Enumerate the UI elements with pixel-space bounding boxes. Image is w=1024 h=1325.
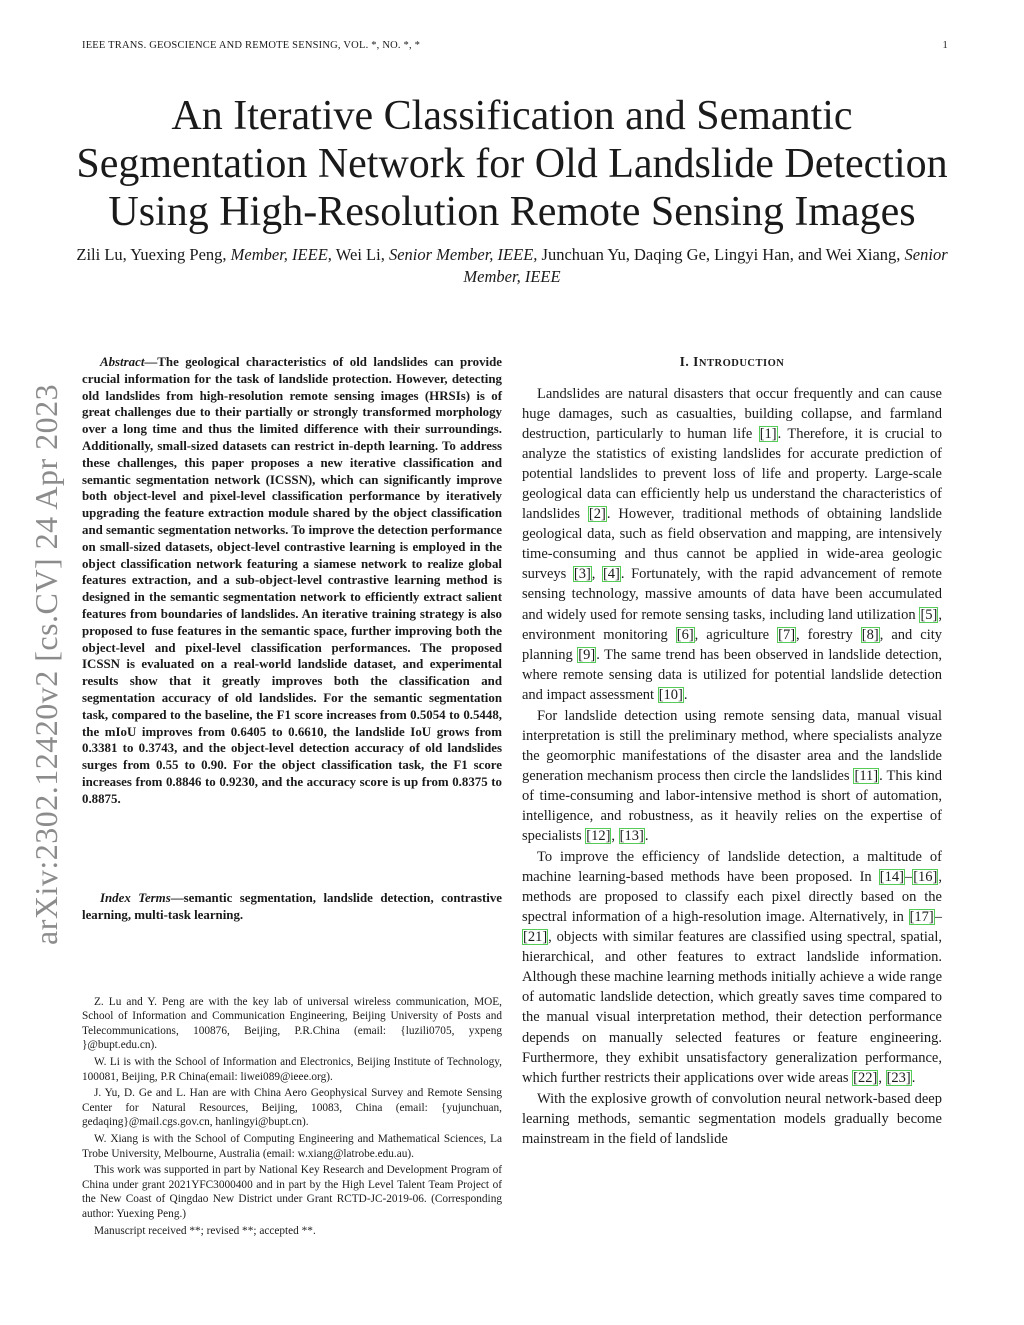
citation-link[interactable]: [17] [909, 909, 934, 926]
abstract-label: Abstract [100, 355, 145, 369]
index-terms-text: —semantic segmentation, landslide detection, contrastive learning, multi-task learning. [82, 891, 503, 922]
footnote: W. Xiang is with the School of Computing Engineering and Mathematical Sciences, La Trobe University, Melbourne, Australia (email: w.xiang@latrobe.edu.au). [82, 1133, 502, 1160]
citation-link[interactable]: [12] [586, 828, 611, 845]
author-list [60, 244, 964, 288]
citation-link[interactable]: [4] [602, 566, 620, 583]
citation-link[interactable]: [9] [578, 646, 596, 663]
paragraph-text: To improve the efficiency of landslide detection, a maltitude of machine learning-based methods have been proposed. In [522, 849, 942, 886]
footnote: W. Li is with the School of Information and Electronics, Beijing Institute of Technology, 100081, Beijing, P.R China(email: liwei089@ieee.org). [82, 1056, 502, 1083]
paragraph-text: . [644, 828, 649, 845]
paragraph-text: – [934, 909, 942, 926]
paragraph-text: . However, traditional methods of obtaining landslide geological data, such as field observation and mapping, are intensively time-consuming and thus cannot be applied in wide-area geologic surveys [522, 506, 942, 583]
paper-title: An Iterative Classification and Semantic Segmentation Network for Old Landslide Detection Using High-Resolution Remote Sensing Images [76, 93, 948, 235]
author-role-1: Member, IEEE, [230, 245, 332, 264]
paragraph-text: , [611, 828, 619, 845]
citation-link[interactable]: [7] [778, 626, 796, 643]
paragraph-text: , forestry [796, 626, 861, 643]
paragraph-text: , objects with similar features are classified using spectral, spatial, hierarchical, and other features to extract landslide information. Although these machine learning methods initially achieve a wide range of automatic landslide detection, which greatly saves time compared to the manual visual interpretation method, their detection performance depends on manually selected features or feature engineering. Furthermore, they exhibit unsatisfactory generalization performance, which further restricts their applications over wide areas [522, 929, 942, 1086]
paragraph-text: . This kind of time-consuming and labor-intensive method is short of automation, intelligence, and robustness, as it heavily relies on the expertise of specialists [522, 767, 942, 845]
paragraph-text: , [591, 566, 602, 583]
intro-paragraph-4 [522, 1089, 942, 1149]
index-terms-label: Index Terms [100, 891, 171, 905]
footnote: This work was supported in part by National Key Research and Development Program of China under grant 2021YFC3000400 and in part by the High Level Talent Team Project of the New Coast of Qingdao New District under Grant RCTD-JC-2019-06. (Corresponding author: Yuexing Peng.) [82, 1164, 502, 1220]
footnote: J. Yu, D. Ge and L. Han are with China Aero Geophysical Survey and Remote Sensing Center for Natural Resources, Beijing, 10083, China (email: {yujunchuan, gedaqing}@mail.cgs.gov.cn, hanlingyi@bupt.cn). [82, 1087, 502, 1129]
citation-link[interactable]: [1] [759, 426, 777, 443]
citation-link[interactable]: [3] [573, 566, 591, 583]
citation-link[interactable]: [6] [676, 626, 694, 643]
paragraph-text: . Therefore, it is crucial to analyze the statistics of existing landslides for accurate prediction of potential landslides to prevent loss of life and property. Large-scale geological data can efficiently help us understand the characteristics of landslides [522, 426, 942, 523]
intro-paragraph-3 [522, 847, 942, 1088]
right-column [522, 354, 942, 1150]
heading-number: I. I [679, 354, 699, 369]
citation-link[interactable]: [8] [861, 626, 879, 643]
paragraph-text: , methods are proposed to classify each pixel directly based on the spectral information of a high-resolution image. Alternatively, in [522, 869, 942, 926]
heading-text: NTRODUCTION [698, 358, 785, 369]
citation-link[interactable]: [16] [913, 869, 938, 886]
citation-link[interactable]: [13] [619, 828, 644, 845]
citation-link[interactable]: [5] [920, 606, 938, 623]
intro-paragraph-2 [522, 706, 942, 846]
paragraph-text: . Fortunately, with the rapid advancement of remote sensing technology, massive amounts of data have been accumulated and widely used for remote sensing tasks, including land utilization [522, 566, 942, 623]
footnote: Z. Lu and Y. Peng are with the key lab of universal wireless communication, MOE, School of Information and Communication Engineering, Beijing University of Posts and Telecommunications, 100876, Beijing, P.R.China (email: {luzili0705, yxpeng }@bupt.edu.cn). [82, 996, 502, 1052]
left-column [82, 354, 502, 808]
paragraph-text: . [683, 686, 688, 703]
citation-link[interactable]: [21] [523, 929, 548, 946]
citation-link[interactable]: [22] [853, 1069, 878, 1086]
abstract-text: —The geological characteristics of old landslides can provide crucial information for the task of landslide protection. However, detecting old landslides from high-resolution remote sensing images (HRSIs) is of great challenges due to their partially or strongly transformed morphology over a long time and thus the limited difference with their surroundings. Additionally, small-sized datasets can restrict in-depth learning. To address these challenges, this paper proposes a new iterative classification and semantic segmentation network (ICSSN), which can significantly improve both object-level and pixel-level classification performance by iteratively upgrading the feature extraction module shared by the object classification and semantic segmentation networks. To improve the detection performance on small-sized datasets, object-level contrastive learning is employed in the object classification network featuring a siamese network to realize global features extraction, and a sub-object-level contrastive learning method is designed in the semantic segmentation network to efficiently extract salient features from boundaries of landslides. An iterative training strategy is also proposed to fuse features in the semantic space, further improving both the object-level and pixel-level classification performances. The proposed ICSSN is evaluated on a real-world landslide dataset, and experimental results show that it greatly improves both the classification and segmentation accuracy of old landslides. For the semantic segmentation task, compared to the baseline, the F1 score increases from 0.5054 to 0.5448, the mIoU improves from 0.6405 to 0.6610, the landslide IoU grows from 0.3381 to 0.3743, and the object-level detection accuracy of old landslides surges from 0.55 to 0.90. For the object classification task, the F1 score increases from 0.8846 to 0.9230, and the accuracy score is up from 0.8375 to 0.8875. [82, 355, 502, 806]
paragraph-text: , [878, 1069, 886, 1086]
footnotes [82, 995, 502, 1241]
paragraph-text: , and city planning [522, 626, 942, 663]
footnote: Manuscript received **; revised **; accepted **. [94, 1224, 316, 1237]
running-head [82, 40, 948, 56]
author-group-2: Wei Li, [331, 245, 389, 264]
paragraph-text: Landslides are natural disasters that occur frequently and can cause huge damages, such as casualties, building collapse, and farmland destruction, particularly to human life [522, 386, 942, 443]
author-role-2: Senior Member, IEEE, [388, 245, 538, 264]
abstract [82, 354, 502, 808]
author-role-3: Senior Member, IEEE [463, 245, 948, 286]
paragraph-text: . The same trend has been observed in landslide detection, where remote sensing data is utilized for potential landslide detection and impact assessment [522, 646, 943, 703]
intro-paragraph-1 [522, 384, 942, 705]
paragraph-text: , environment monitoring [522, 606, 942, 643]
citation-link[interactable]: [14] [879, 869, 904, 886]
journal-header: IEEE TRANS. GEOSCIENCE AND REMOTE SENSING, VOL. *, NO. *, * [82, 40, 421, 51]
paragraph-text: . [911, 1069, 916, 1086]
author-group-1: Zili Lu, Yuexing Peng, [76, 245, 231, 264]
page-number: 1 [942, 40, 948, 51]
paragraph-text: , agriculture [694, 626, 778, 643]
paragraph-text: – [904, 869, 913, 886]
paragraph-text: With the explosive growth of convolution neural network-based deep learning methods, semantic segmentation models gradually become mainstream in the field of landslide [522, 1090, 942, 1147]
paragraph-text: For landslide detection using remote sensing data, manual visual interpretation is still the preliminary method, where specialists analyze the geomorphic manifestations of the disaster area and the landslide generation mechanism process then circle the landslides [522, 707, 942, 784]
citation-link[interactable]: [11] [854, 767, 879, 784]
citation-link[interactable]: [23] [886, 1069, 911, 1086]
author-group-3: Junchuan Yu, Daqing Ge, Lingyi Han, and Wei Xiang, [537, 245, 905, 264]
section-heading-introduction [522, 354, 942, 370]
index-terms [82, 890, 502, 924]
arxiv-stamp: arXiv:2302.12420v2 [cs.CV] 24 Apr 2023 [28, 383, 64, 945]
citation-link[interactable]: [2] [588, 506, 606, 523]
citation-link[interactable]: [10] [658, 686, 683, 703]
